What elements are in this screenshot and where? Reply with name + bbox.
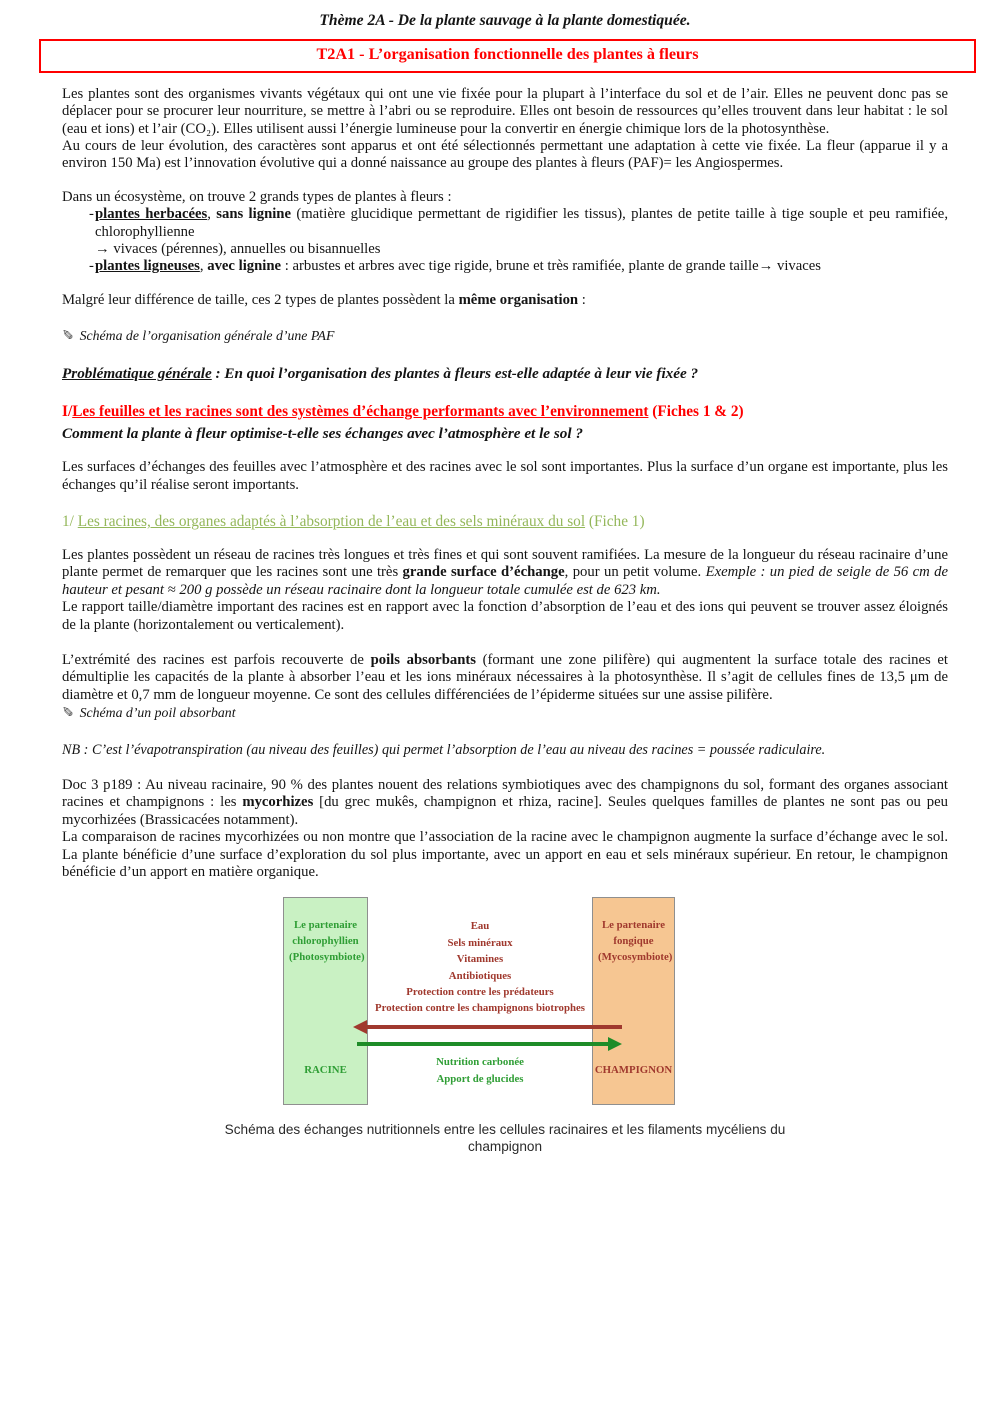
doc3-paragraph [62,777,948,829]
bullet-herbacees-sep: , [207,206,217,223]
exchange-item: Protection contre les prédateurs [406,986,554,999]
exchange-item: Vitamines [456,953,504,966]
bullet-herbacees [62,206,948,258]
exchange-item: Protection contre les champignons biotrophes [375,1002,585,1015]
section-1-numeral: I/ [62,403,73,421]
pencil-icon: ✐ [62,328,74,344]
bullet-herbacees-desc: (matière glucidique permettant de rigidifier les tissus), plantes de petite taille à tige souple et peu ramifiée, chlorophyllienne [95,206,948,240]
racine-label: RACINE [304,1064,347,1077]
doc3-bold-mycorhizes: mycorhizes [242,794,314,811]
arrow-right-icon: → [95,241,110,258]
pencil-icon: ✐ [62,705,74,721]
ecosystem-intro: Dans un écosystème, on trouve 2 grands types de plantes à fleurs : [62,188,452,205]
roots-paragraph [62,547,948,599]
subsection-1-number: 1/ [62,512,78,530]
comparison-paragraph: La comparaison de racines mycorhizées ou non montre que l’association de la racine avec le champignon augmente la surface d’échange avec le sol. La plante bénéficie d’une surface d’exploration du sol plus importante, avec un apport en eau et sels minéraux supérieur. En retour, le champignon bénéficie d’un apport en matière organique. [62,829,948,880]
chapter-title: T2A1 - L’organisation fonctionnelle des plantes à fleurs [316,45,699,64]
problematique-label: Problématique générale [62,364,212,382]
bullet-ligneuses-vivaces: vivaces [773,258,822,275]
same-organisation-line [62,292,948,309]
schema-note-paf-text: Schéma de l’organisation générale d’une PAF [79,328,335,344]
bullet-herbacees-lignine: sans lignine [216,206,291,223]
bullet-herbacees-arrow-text: vivaces (pérennes), annuelles ou bisannuelles [109,241,381,258]
exchange-item: Sels minéraux [447,936,513,949]
doc3-text-2: [du grec mukês, champignon et rhiza, racine]. Seules quelques familles de plantes ne sont pas ou peu mycorhizées (Brassicacées notamment). [62,794,948,828]
root-hairs-text-1: L’extrémité des racines est parfois recouverte de [62,651,371,668]
same-organisation-colon: : [578,291,586,308]
section-1-fiches: (Fiches 1 & 2) [648,403,744,421]
roots-text-1: Les plantes possèdent un réseau de racines très longues et très fines et qui sont souvent ramifiées. La mesure de la longueur du réseau racinaire d’une plante permet de remarquer que les racines sont une très [62,546,948,581]
diagram-caption: Schéma des échanges nutritionnels entre les cellules racinaires et les filaments mycéliens du champignon [224,1122,786,1155]
problematique-text: : En quoi l’organisation des plantes à fleurs est-elle adaptée à leur vie fixée ? [211,364,699,382]
racine-box [283,897,368,1105]
nutrition-line: Apport de glucides [436,1072,524,1085]
bullet-herbacees-term: plantes herbacées [95,206,208,223]
bullet-ligneuses-desc: : arbustes et arbres avec tige rigide, brune et très ramifiée, plante de grande taille [281,258,759,275]
subsection-1-title: Les racines, des organes adaptés à l’absorption de l’eau et des sels minéraux du sol [77,512,586,530]
nutrition-text [368,1054,592,1087]
exchange-list [368,918,592,1016]
bullet-dash: - [89,258,94,275]
section-1-question: Comment la plante à fleur optimise-t-elle ses échanges avec l’atmosphère et le sol ? [62,425,583,443]
roots-text-2: , pour un petit volume. [564,564,706,581]
schema-note-poil [62,704,948,721]
bullet-dash: - [89,206,94,223]
doc3-text-1: Doc 3 p189 : Au niveau racinaire, 90 % des plantes nouent des relations symbiotiques avec des champignons du sol, formant des organes associant racines et champignons : les [62,776,948,811]
root-to-fungus-arrow-icon [357,1042,608,1046]
fungus-to-root-arrow-icon [367,1025,622,1029]
section-1-paragraph: Les surfaces d’échanges des feuilles avec l’atmosphère et des racines avec le sol sont importantes. Plus la surface d’un organe est importante, plus les échanges qu’il réalise seront importants. [62,459,948,493]
arrow-right-icon: → [758,258,774,275]
intro-paragraph-2: Au cours de leur évolution, des caractères sont apparus et ont été sélectionnés permettant une adaptation à cette vie fixée. La fleur (apparue il y a environ 150 Ma) est l’innovation évolutive qui a donné naissance au groupe des plantes à fleurs (PAF)= les Angiospermes. [62,138,948,172]
bullet-ligneuses [62,258,948,275]
root-hairs-bold: poils absorbants [370,651,476,668]
champignon-box-title: Le partenaire fongique (Mycosymbiote) [598,919,673,964]
exchange-item: Eau [470,920,490,933]
nutrition-line: Nutrition carbonée [436,1056,524,1069]
champignon-label: CHAMPIGNON [594,1064,673,1077]
bullet-herbacees-arrow-line [95,241,948,258]
same-organisation-text: Malgré leur différence de taille, ces 2 types de plantes possèdent la [62,291,459,308]
bullet-ligneuses-sep: , [199,258,208,275]
theme-title: Thème 2A - De la plante sauvage à la plante domestiquée. [319,12,691,29]
mycorrhiza-diagram [283,897,675,1105]
root-hairs-text-2: (formant une zone pilifère) qui augmentent la surface totale des racines et démultiplie les capacités de la plante à absorber l’eau et les ions minéraux nécessaires à la photosynthèse. Il s’agit de cellules fines de 13,5 μm de diamètre et 0,7 mm de longueur moyenne. Ce sont des cellules différenciées de l’épiderme situées sur une assise pilifère. [62,651,948,703]
roots-bold-surface: grande surface d’échange [402,564,565,581]
problematique-line [62,365,948,382]
bullet-ligneuses-term: plantes ligneuses [95,258,200,275]
champignon-box [592,897,675,1105]
ratio-paragraph: Le rapport taille/diamètre important des racines est en rapport avec la fonction d’absorption de l’eau et des ions qui peuvent se trouver assez éloignés de la plante (horizontalement ou verticalement). [62,599,948,633]
bullet-ligneuses-lignine: avec lignine [207,258,282,275]
root-hairs-paragraph [62,652,948,704]
schema-note-poil-text: Schéma d’un poil absorbant [79,705,236,721]
same-organisation-bold: même organisation [458,291,579,308]
section-1-title: Les feuilles et les racines sont des systèmes d’échange performants avec l’environnement [72,403,649,421]
chapter-title-box [39,39,976,72]
exchange-item: Antibiotiques [448,969,512,982]
nb-note: NB : C’est l’évapotranspiration (au niveau des feuilles) qui permet l’absorption de l’eau au niveau des racines = poussée radiculaire. [62,741,826,758]
racine-box-title: Le partenaire chlorophyllien (Photosymbiote) [289,919,365,964]
roots-example-italic: Exemple : un pied de seigle de 56 cm de hauteur et pesant ≈ 200 g possède un réseau racinaire dont la longueur totale cumulée est de 623 km. [62,564,948,598]
schema-note-paf [62,327,948,344]
subsection-1-heading [62,512,948,531]
section-1-heading [62,402,948,421]
intro-paragraph-1: Les plantes sont des organismes vivants végétaux qui ont une vie fixée pour la plupart à l’interface du sol et de l’air. Elles ne peuvent donc pas se déplacer pour se procurer leur nourriture, se mettre à l’abri ou se reproduire. Elles ont besoin de ressources qu’elles trouvent dans leur habitat : le sol (eau et ions) et l’air (CO₂). Elles utilisent aussi l’énergie lumineuse pour la convertir en énergie chimique lors de la photosynthèse. [62,85,948,137]
subsection-1-fiche: (Fiche 1) [585,512,645,530]
